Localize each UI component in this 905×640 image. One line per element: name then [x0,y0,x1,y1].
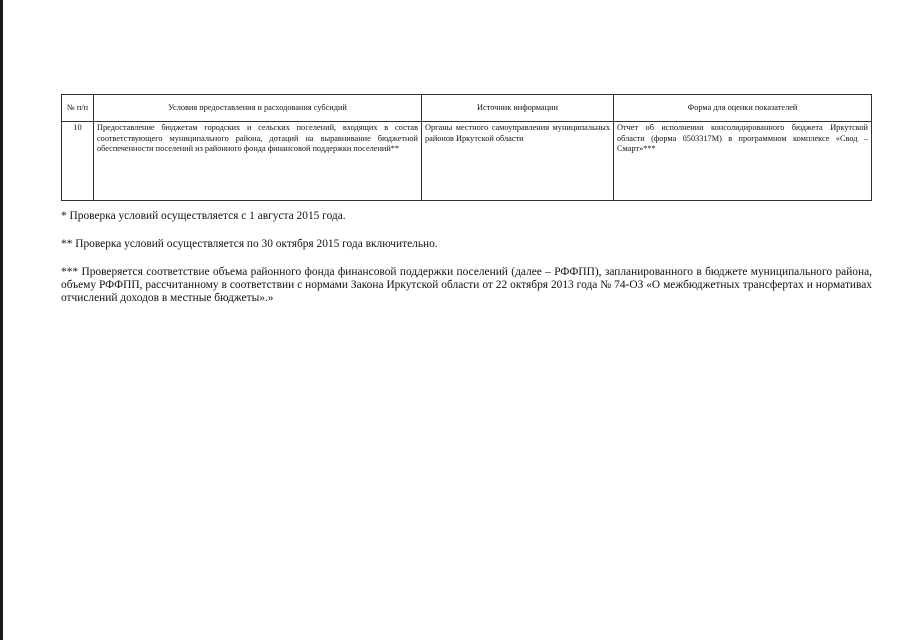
footnote-3: *** Проверяется соответствие объема районного фонда финансовой поддержки поселений (далее – РФФПП), запланированного в бюджете муниципального района, объему РФФПП, рассчитанному в соответствии с нормами Закона Иркутской области от 22 октября 2013 года № 74-ОЗ «О межбюджетных трансфертах и нормативах отчислений доходов в местные бюджеты».» [61,266,872,304]
header-number: № п/п [62,95,94,122]
row-source: Органы местного самоуправления муниципальных районов Иркутской области [422,122,614,201]
header-conditions: Условия предоставления и расходования субсидий [94,95,422,122]
table-row [62,122,872,201]
header-form: Форма для оценки показателей [614,95,872,122]
footnote-2: ** Проверка условий осуществляется по 30 октября 2015 года включительно. [61,238,438,250]
footnotes [61,210,872,320]
row-number: 10 [62,122,94,201]
header-source: Источник информации [422,95,614,122]
table-header-row [62,95,872,122]
row-condition: Предоставление бюджетам городских и сельских поселений, входящих в состав соответствующего муниципального района, дотаций на выравнивание бюджетной обеспеченности поселений из районного фонда финансовой поддержки поселений** [94,122,422,201]
row-form: Отчет об исполнении консолидированного бюджета Иркутской области (форма 0503317М) в программном комплексе «Свод – Смарт»*** [614,122,872,201]
footnote-1: * Проверка условий осуществляется с 1 августа 2015 года. [61,210,346,222]
subsidy-conditions-table [61,94,872,201]
scan-left-edge [0,0,3,640]
